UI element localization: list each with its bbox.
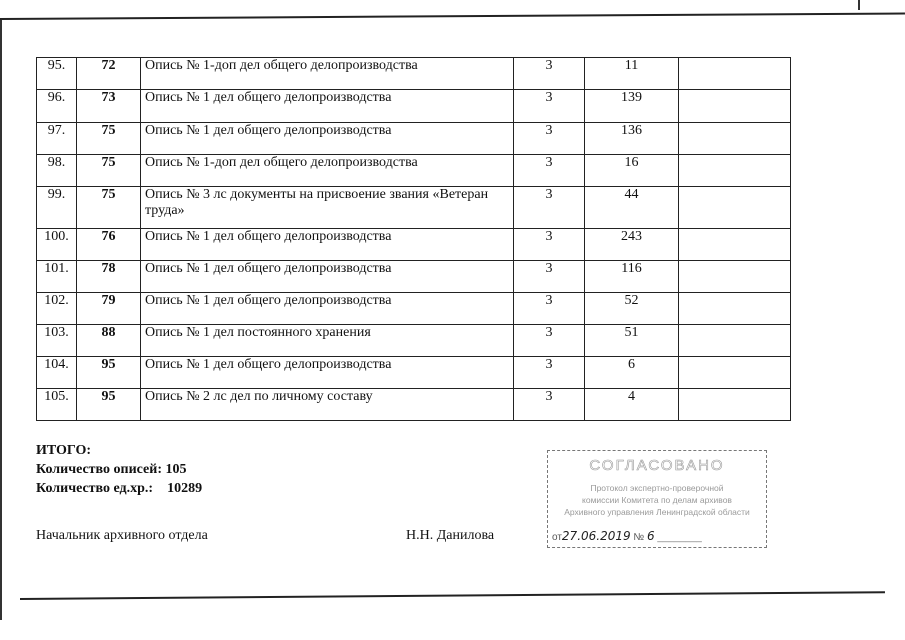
units-quantity: 6 (585, 357, 679, 389)
row-number: 101. (37, 261, 77, 293)
fund-number: 76 (77, 229, 141, 261)
storage-units-count (36, 479, 202, 498)
table-row (37, 293, 791, 325)
approval-stamp (547, 450, 767, 548)
stamp-date-prefix: от (552, 532, 562, 543)
units-quantity: 52 (585, 293, 679, 325)
scan-edge-top (0, 12, 905, 20)
table-row (37, 187, 791, 229)
storage-category: 3 (514, 90, 585, 123)
note-cell (679, 123, 791, 155)
units-quantity: 44 (585, 187, 679, 229)
inventory-title: Опись № 1-доп дел общего делопроизводства (141, 155, 514, 187)
note-cell (679, 389, 791, 421)
inventories-count (36, 460, 202, 479)
fund-number: 78 (77, 261, 141, 293)
inventory-title: Опись № 3 лс документы на присвоение звания «Ветеран труда» (141, 187, 514, 229)
table-row (37, 155, 791, 187)
storage-category: 3 (514, 261, 585, 293)
scan-edge-left (0, 20, 2, 620)
row-number: 98. (37, 155, 77, 187)
table-row (37, 389, 791, 421)
note-cell (679, 187, 791, 229)
note-cell (679, 325, 791, 357)
table-row (37, 123, 791, 155)
inventory-title: Опись № 1 дел общего делопроизводства (141, 123, 514, 155)
inventory-title: Опись № 2 лс дел по личному составу (141, 389, 514, 421)
scan-mark (858, 0, 860, 10)
inventory-register-table (36, 57, 791, 421)
fund-number: 72 (77, 58, 141, 90)
units-quantity: 16 (585, 155, 679, 187)
note-cell (679, 261, 791, 293)
inventories-count-label: Количество описей: (36, 462, 162, 477)
stamp-line-3: Архивного управления Ленинградской области (564, 507, 750, 517)
units-quantity: 4 (585, 389, 679, 421)
inventory-title: Опись № 1 дел общего делопроизводства (141, 90, 514, 123)
note-cell (679, 90, 791, 123)
storage-category: 3 (514, 155, 585, 187)
fund-number: 75 (77, 155, 141, 187)
units-quantity: 136 (585, 123, 679, 155)
storage-category: 3 (514, 229, 585, 261)
fund-number: 95 (77, 389, 141, 421)
table-row (37, 90, 791, 123)
storage-category: 3 (514, 389, 585, 421)
storage-units-label: Количество ед.хр.: (36, 481, 154, 496)
inventories-count-value: 105 (165, 462, 187, 477)
units-quantity: 11 (585, 58, 679, 90)
table-row (37, 357, 791, 389)
row-number: 103. (37, 325, 77, 357)
inventory-title: Опись № 1 дел общего делопроизводства (141, 229, 514, 261)
stamp-date-value: 27.06.2019 (561, 529, 631, 543)
storage-category: 3 (514, 357, 585, 389)
storage-category: 3 (514, 293, 585, 325)
note-cell (679, 58, 791, 90)
signatory-role: Начальник архивного отдела (36, 528, 208, 543)
totals-heading: ИТОГО: (36, 443, 92, 458)
stamp-number-value: 6 (646, 529, 655, 543)
fund-number: 75 (77, 123, 141, 155)
row-number: 104. (37, 357, 77, 389)
fund-number: 75 (77, 187, 141, 229)
stamp-title: СОГЛАСОВАНО (589, 457, 725, 474)
row-number: 100. (37, 229, 77, 261)
inventory-title: Опись № 1 дел постоянного хранения (141, 325, 514, 357)
scan-edge-bottom (20, 591, 885, 600)
inventory-title: Опись № 1 дел общего делопроизводства (141, 261, 514, 293)
units-quantity: 243 (585, 229, 679, 261)
fund-number: 79 (77, 293, 141, 325)
note-cell (679, 155, 791, 187)
stamp-number-prefix: № (633, 532, 645, 543)
row-number: 96. (37, 90, 77, 123)
table-row (37, 261, 791, 293)
row-number: 99. (37, 187, 77, 229)
storage-units-value: 10289 (167, 481, 203, 496)
storage-category: 3 (514, 123, 585, 155)
totals-block (36, 441, 202, 498)
table-row (37, 58, 791, 90)
row-number: 102. (37, 293, 77, 325)
inventory-title: Опись № 1 дел общего делопроизводства (141, 357, 514, 389)
note-cell (679, 229, 791, 261)
fund-number: 88 (77, 325, 141, 357)
stamp-line-2: комиссии Комитета по делам архивов (582, 495, 732, 505)
units-quantity: 51 (585, 325, 679, 357)
signatory-name: Н.Н. Данилова (406, 528, 495, 543)
fund-number: 73 (77, 90, 141, 123)
note-cell (679, 293, 791, 325)
note-cell (679, 357, 791, 389)
row-number: 105. (37, 389, 77, 421)
units-quantity: 116 (585, 261, 679, 293)
table-row (37, 325, 791, 357)
table-row (37, 229, 791, 261)
row-number: 97. (37, 123, 77, 155)
fund-number: 95 (77, 357, 141, 389)
storage-category: 3 (514, 325, 585, 357)
stamp-date-line: от27.06.2019 № 6 ________ (552, 529, 702, 543)
inventory-title: Опись № 1 дел общего делопроизводства (141, 293, 514, 325)
stamp-line-1: Протокол экспертно-проверочной (590, 483, 724, 493)
storage-category: 3 (514, 58, 585, 90)
inventory-title: Опись № 1-доп дел общего делопроизводства (141, 58, 514, 90)
row-number: 95. (37, 58, 77, 90)
units-quantity: 139 (585, 90, 679, 123)
storage-category: 3 (514, 187, 585, 229)
